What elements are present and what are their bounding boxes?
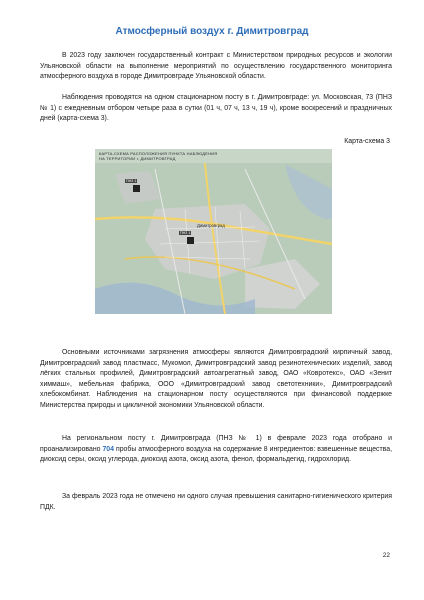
paragraph-contract [40,51,392,83]
post-marker [133,185,140,192]
page-title: Атмосферный воздух г. Димитровград [115,26,309,37]
paragraph-conclusion-text: За февраль 2023 года не отмечено ни одного случая превышения санитарно-гигиенического критерия ПДК. [40,493,392,511]
paragraph-sources [40,348,392,412]
map-image [95,149,332,314]
post-marker [187,237,194,244]
map-header [99,151,299,161]
map-header-line1: КАРТА-СХЕМА РАСПОЛОЖЕНИЯ ПУНКТА НАБЛЮДЕНИЯ [99,151,218,156]
map-header-line2: НА ТЕРРИТОРИИ г. ДИМИТРОВГРАД [99,156,176,161]
paragraph-samples-text-after: пробы атмосферного воздуха на содержание 8 ингредиентов: взвешенные вещества, диоксид серы, оксид углерода, диоксид азота, оксид азота, фенол, формальдегид, гидрохлорид. [40,445,392,464]
page-number: 22 [382,552,390,559]
paragraph-contract-text: В 2023 году заключен государственный контракт с Министерством природных ресурсов и экологии Ульяновской области на выполнение мероприятий по осуществлению государственного мониторинга атмосферного воздуха в городе Димитровграде Ульяновской области. [40,52,392,81]
map-figure [95,149,332,314]
map-caption: Карта-схема 3 [344,138,390,145]
paragraph-observations-text: Наблюдения проводятся на одном стационарном посту в г. Димитровграде: ул. Московская, 73 (ПНЗ № 1) с ежедневным отбором четыре раза в сутки (01 ч, 07 ч, 13 ч, 19 ч), кроме воскресений и праздничных дней (карта-схема 3). [40,94,392,123]
map-city-label: Димитровград [197,223,225,228]
paragraph-sources-text: Основными источниками загрязнения атмосферы являются Димитровградский кирпичный завод, Димитровградский завод пластмасс, Мукомол, Димитровградский завод резинотехнических изделий, завод лёгких стальных профилей, Димитровградский автоагрегатный завод, ОАО «Ковротекс», ОАО «Зенит химмаш», мебельная фабрика, ООО «Димитровградский завод светотехники», Димитровградский хлебокомбинат. Наблюдения на стационарном посту осуществляются при финансовой поддержке Министерства природы и цикличной экономики Ульяновской области. [40,349,392,409]
paragraph-observations [40,93,392,125]
paragraph-samples-text-before: На региональном посту г. Димитровграда (ПНЗ № 1) в феврале 2023 года отобрано и проанализировано [40,435,392,453]
map-post-label: ПНЗ 1 [126,179,137,183]
paragraph-conclusion [40,492,392,513]
paragraph-samples [40,434,392,466]
sample-count: 704 [102,445,114,453]
map-post-label: ПНЗ 1 [180,231,191,235]
